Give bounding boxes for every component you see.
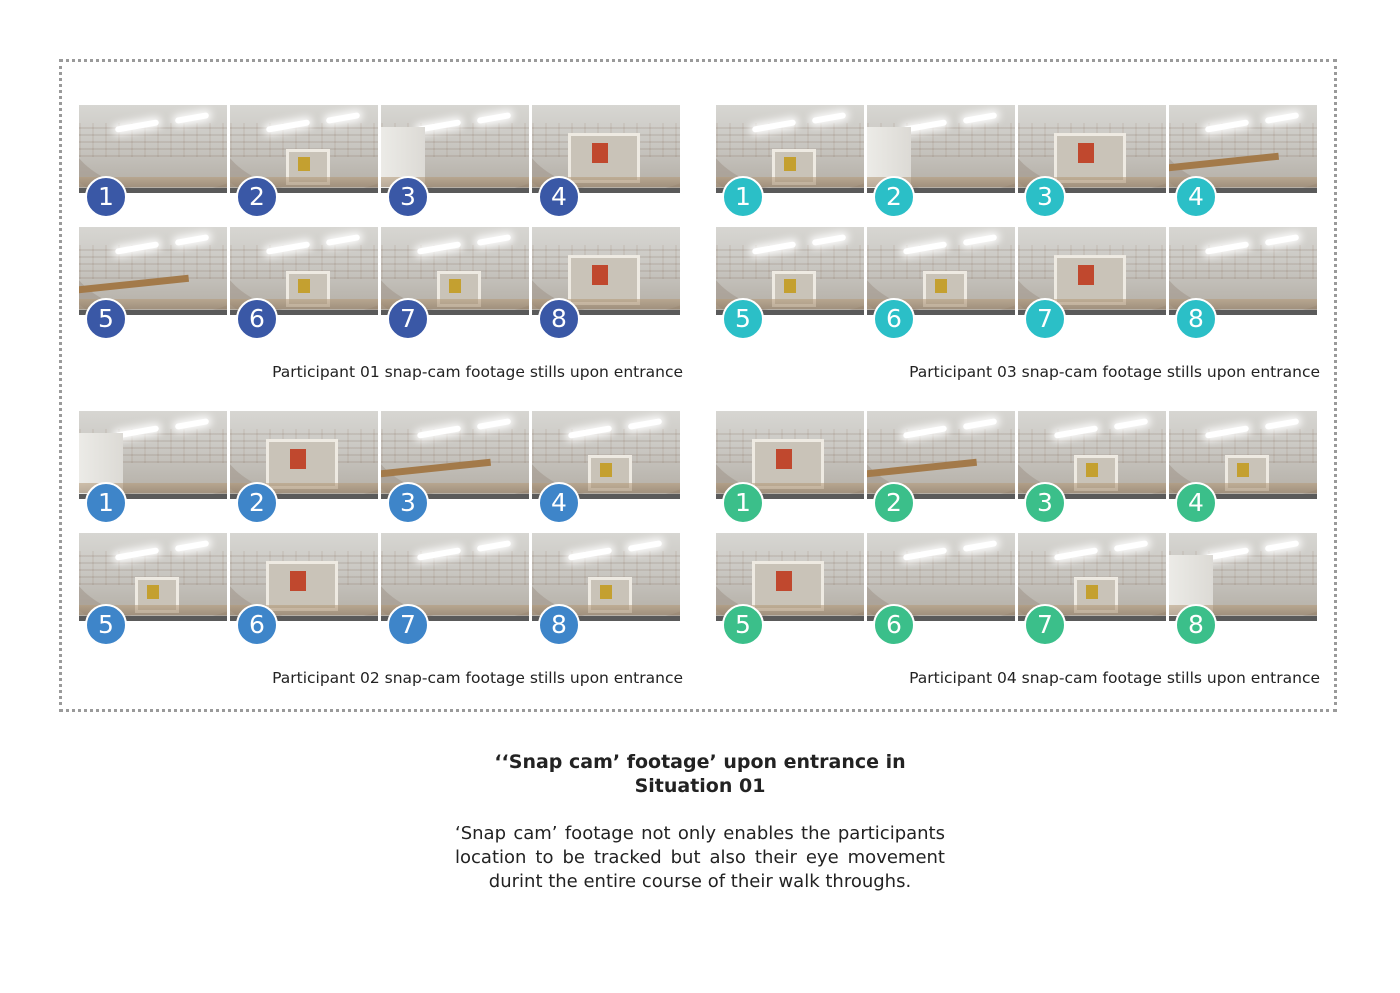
still-number-badge: 2: [873, 482, 915, 524]
still-number-badge: 3: [1024, 482, 1066, 524]
stills-group: [716, 105, 1320, 385]
stills-group: [79, 411, 683, 691]
still-number-badge: 6: [873, 604, 915, 646]
still-number-badge: 3: [387, 176, 429, 218]
group-caption: Participant 03 snap-cam footage stills upon entrance: [909, 363, 1320, 381]
still-number-badge: 4: [1175, 482, 1217, 524]
group-caption: Participant 01 snap-cam footage stills upon entrance: [272, 363, 683, 381]
still-number-badge: 2: [236, 176, 278, 218]
stills-group: [716, 411, 1320, 691]
still-number-badge: 6: [236, 298, 278, 340]
still-number-badge: 5: [85, 604, 127, 646]
still-number-badge: 5: [722, 298, 764, 340]
still-number-badge: 1: [85, 482, 127, 524]
still-number-badge: 8: [1175, 604, 1217, 646]
still-number-badge: 2: [873, 176, 915, 218]
still-number-badge: 7: [387, 604, 429, 646]
still-number-badge: 4: [1175, 176, 1217, 218]
still-number-badge: 3: [1024, 176, 1066, 218]
still-number-badge: 4: [538, 482, 580, 524]
still-number-badge: 7: [1024, 604, 1066, 646]
still-number-badge: 6: [873, 298, 915, 340]
still-number-badge: 8: [538, 298, 580, 340]
figure-description: ‘Snap cam’ footage not only enables the participants location to be tracked but also their eye movement durint the entire course of their walk throughs.: [455, 823, 945, 892]
still-number-badge: 5: [722, 604, 764, 646]
stills-group: [79, 105, 683, 385]
still-number-badge: 8: [538, 604, 580, 646]
still-number-badge: 1: [722, 482, 764, 524]
group-caption: Participant 02 snap-cam footage stills upon entrance: [272, 669, 683, 687]
still-number-badge: 2: [236, 482, 278, 524]
group-caption: Participant 04 snap-cam footage stills upon entrance: [909, 669, 1320, 687]
still-number-badge: 8: [1175, 298, 1217, 340]
still-number-badge: 7: [387, 298, 429, 340]
still-number-badge: 3: [387, 482, 429, 524]
still-number-badge: 7: [1024, 298, 1066, 340]
still-number-badge: 5: [85, 298, 127, 340]
still-number-badge: 4: [538, 176, 580, 218]
still-number-badge: 6: [236, 604, 278, 646]
figure-title: ‘‘Snap cam’ footage’ upon entrance in Situation 01: [494, 751, 906, 797]
still-number-badge: 1: [85, 176, 127, 218]
still-number-badge: 1: [722, 176, 764, 218]
